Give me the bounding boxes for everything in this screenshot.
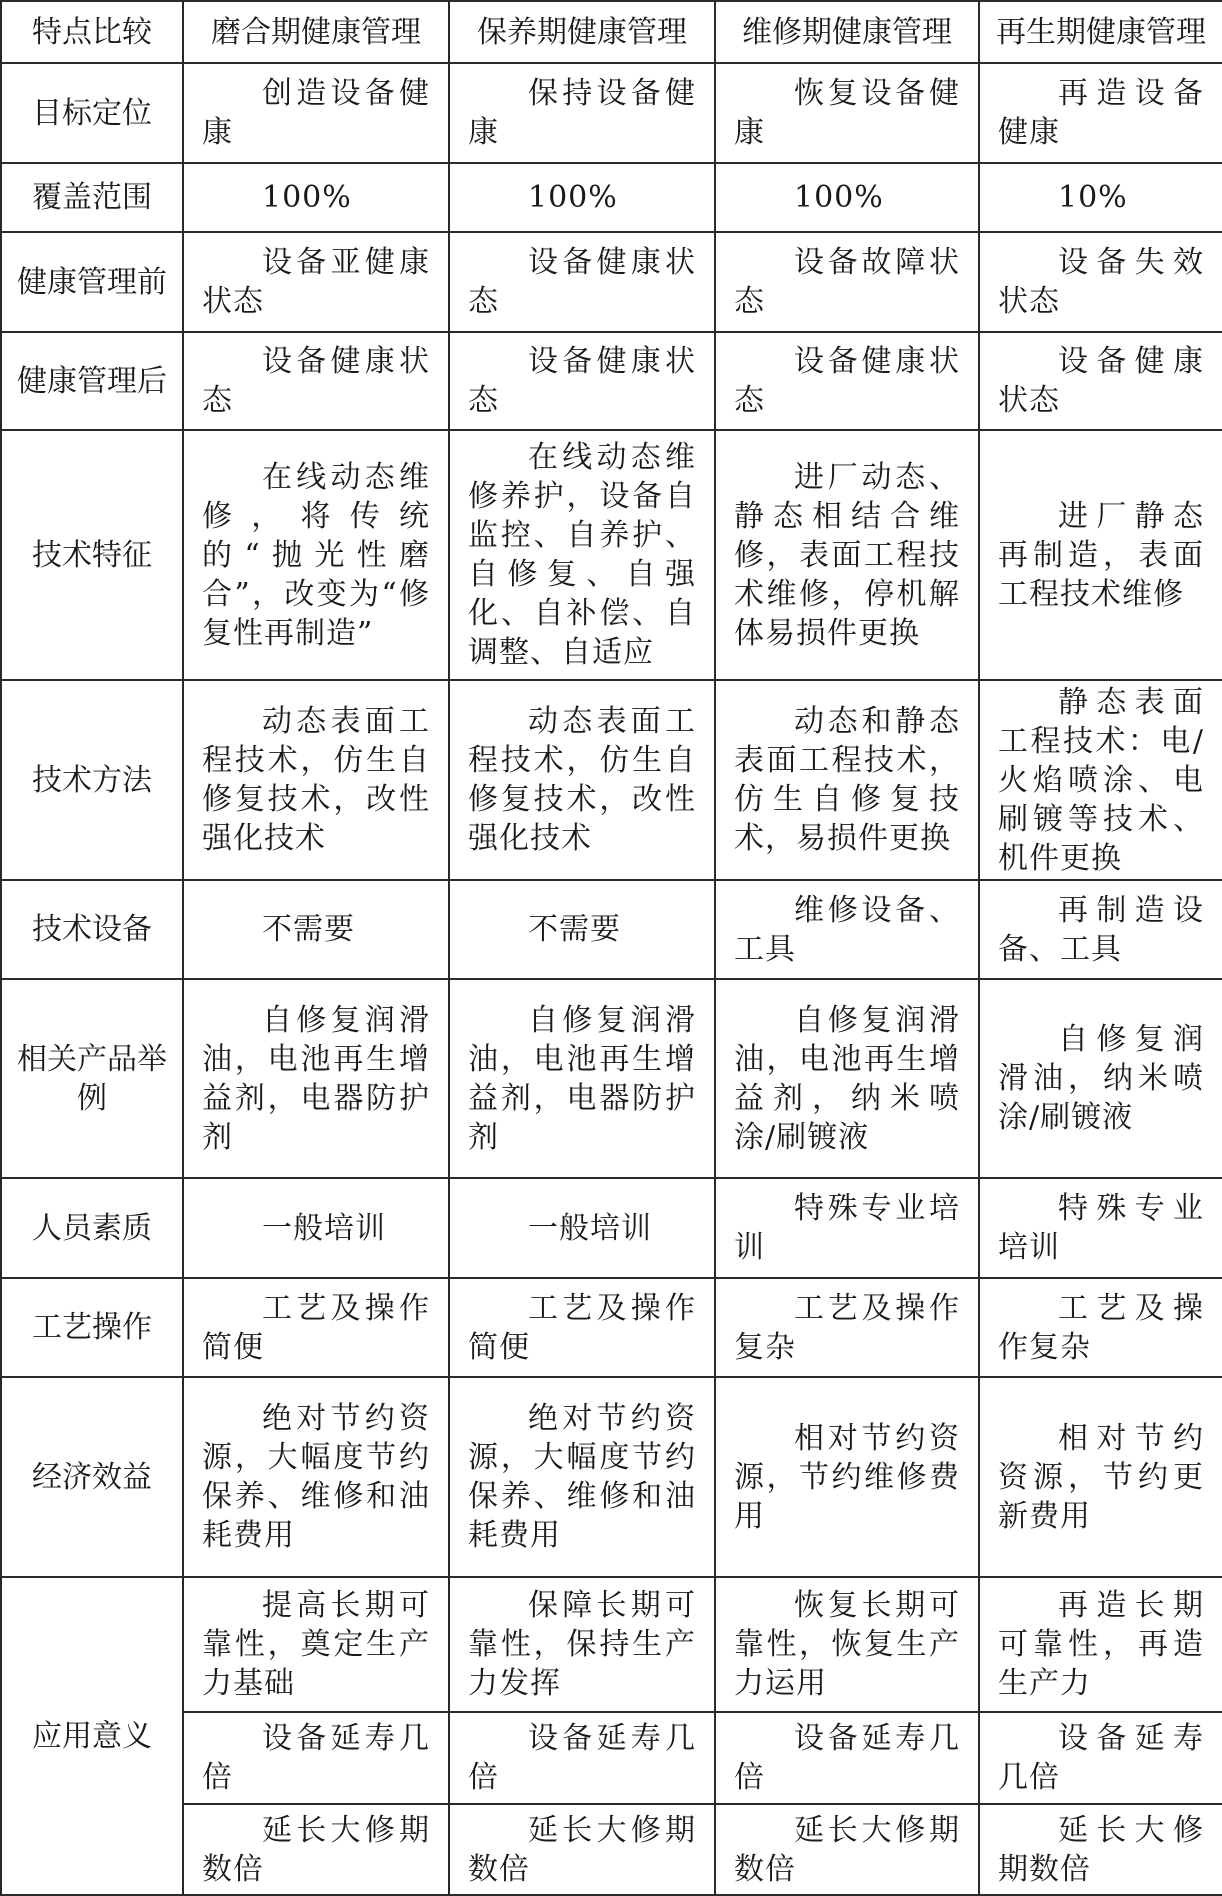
row-label: 技术方法 <box>1 680 183 880</box>
table-cell: 不需要 <box>183 880 449 979</box>
row-label: 健康管理后 <box>1 332 183 430</box>
table-cell: 设备健康状态 <box>183 332 449 430</box>
table-cell: 绝对节约资源，大幅度节约保养、维修和油耗费用 <box>183 1377 449 1577</box>
table-row <box>1 1178 1222 1278</box>
table-cell: 工艺及操作复杂 <box>715 1278 979 1377</box>
table-cell: 10% <box>979 163 1222 232</box>
table-cell: 提高长期可靠性，奠定生产力基础 <box>183 1577 449 1712</box>
table-cell: 绝对节约资源，大幅度节约保养、维修和油耗费用 <box>449 1377 715 1577</box>
table-cell: 进厂静态再制造，表面工程技术维修 <box>979 430 1222 680</box>
table-cell: 自修复润滑油，电池再生增益剂，纳米喷涂/刷镀液 <box>715 979 979 1178</box>
header-cell-run-in: 磨合期健康管理 <box>183 1 449 63</box>
table-cell: 设备延寿几倍 <box>183 1712 449 1804</box>
table-cell: 动态表面工程技术，仿生自修复技术，改性强化技术 <box>183 680 449 880</box>
table-cell: 不需要 <box>449 880 715 979</box>
table-row <box>1 1712 1222 1804</box>
table-cell: 自修复润滑油，电池再生增益剂，电器防护剂 <box>449 979 715 1178</box>
row-label: 目标定位 <box>1 63 183 163</box>
table-cell: 设备健康状态 <box>715 332 979 430</box>
table-row <box>1 1278 1222 1377</box>
table-cell: 设备健康状态 <box>449 232 715 332</box>
table-cell: 静态表面工程技术：电/火焰喷涂、电刷镀等技术、机件更换 <box>979 680 1222 880</box>
header-row <box>1 1 1222 63</box>
table-row <box>1 232 1222 332</box>
row-label: 应用意义 <box>1 1577 183 1895</box>
table-cell: 再制造设备、工具 <box>979 880 1222 979</box>
table-row <box>1 979 1222 1178</box>
table-cell: 100% <box>449 163 715 232</box>
table-row <box>1 163 1222 232</box>
header-cell-regeneration: 再生期健康管理 <box>979 1 1222 63</box>
table-cell: 在线动态维修养护，设备自监控、自养护、自修复、自强化、自补偿、自调整、自适应 <box>449 430 715 680</box>
table-row <box>1 680 1222 880</box>
table-cell: 恢复长期可靠性，恢复生产力运用 <box>715 1577 979 1712</box>
table-row <box>1 1804 1222 1895</box>
table-row <box>1 332 1222 430</box>
row-label: 技术特征 <box>1 430 183 680</box>
table-cell: 动态和静态表面工程技术，仿生自修复技术，易损件更换 <box>715 680 979 880</box>
table-cell: 再造设备健康 <box>979 63 1222 163</box>
table-cell: 设备失效状态 <box>979 232 1222 332</box>
table-cell: 延长大修期数倍 <box>715 1804 979 1895</box>
table-cell: 自修复润滑油，纳米喷涂/刷镀液 <box>979 979 1222 1178</box>
row-label: 相关产品举例 <box>1 979 183 1178</box>
table-row <box>1 1377 1222 1577</box>
table-row <box>1 1577 1222 1712</box>
row-label: 健康管理前 <box>1 232 183 332</box>
table-cell: 延长大修期数倍 <box>183 1804 449 1895</box>
table-cell: 100% <box>715 163 979 232</box>
table-cell: 特殊专业培训 <box>979 1178 1222 1278</box>
table-cell: 一般培训 <box>183 1178 449 1278</box>
row-label: 人员素质 <box>1 1178 183 1278</box>
table-cell: 设备延寿几倍 <box>979 1712 1222 1804</box>
table-cell: 进厂动态、静态相结合维修，表面工程技术维修，停机解体易损件更换 <box>715 430 979 680</box>
table-cell: 特殊专业培训 <box>715 1178 979 1278</box>
row-label: 经济效益 <box>1 1377 183 1577</box>
table-cell: 再造长期可靠性，再造生产力 <box>979 1577 1222 1712</box>
table-cell: 工艺及操作复杂 <box>979 1278 1222 1377</box>
table-cell: 相对节约资源，节约更新费用 <box>979 1377 1222 1577</box>
table-cell: 保持设备健康 <box>449 63 715 163</box>
header-cell-repair: 维修期健康管理 <box>715 1 979 63</box>
table-cell: 设备健康状态 <box>449 332 715 430</box>
table-cell: 设备故障状态 <box>715 232 979 332</box>
table-row <box>1 63 1222 163</box>
table-cell: 在线动态维修，将传统的“抛光性磨合”，改变为“修复性再制造” <box>183 430 449 680</box>
table-cell: 延长大修期数倍 <box>449 1804 715 1895</box>
table-cell: 设备健康状态 <box>979 332 1222 430</box>
table-cell: 设备延寿几倍 <box>715 1712 979 1804</box>
header-cell-maintenance: 保养期健康管理 <box>449 1 715 63</box>
table-cell: 动态表面工程技术，仿生自修复技术，改性强化技术 <box>449 680 715 880</box>
row-label: 技术设备 <box>1 880 183 979</box>
table-cell: 相对节约资源，节约维修费用 <box>715 1377 979 1577</box>
table-cell: 一般培训 <box>449 1178 715 1278</box>
row-label: 覆盖范围 <box>1 163 183 232</box>
table-cell: 保障长期可靠性，保持生产力发挥 <box>449 1577 715 1712</box>
table-cell: 创造设备健康 <box>183 63 449 163</box>
table-cell: 维修设备、工具 <box>715 880 979 979</box>
table-cell: 工艺及操作简便 <box>183 1278 449 1377</box>
table-cell: 延长大修期数倍 <box>979 1804 1222 1895</box>
table-cell: 设备延寿几倍 <box>449 1712 715 1804</box>
table-cell: 100% <box>183 163 449 232</box>
table-cell: 自修复润滑油，电池再生增益剂，电器防护剂 <box>183 979 449 1178</box>
table-row <box>1 880 1222 979</box>
header-cell-feature-compare: 特点比较 <box>1 1 183 63</box>
table-row <box>1 430 1222 680</box>
table-cell: 恢复设备健康 <box>715 63 979 163</box>
row-label: 工艺操作 <box>1 1278 183 1377</box>
table-cell: 工艺及操作简便 <box>449 1278 715 1377</box>
table-cell: 设备亚健康状态 <box>183 232 449 332</box>
